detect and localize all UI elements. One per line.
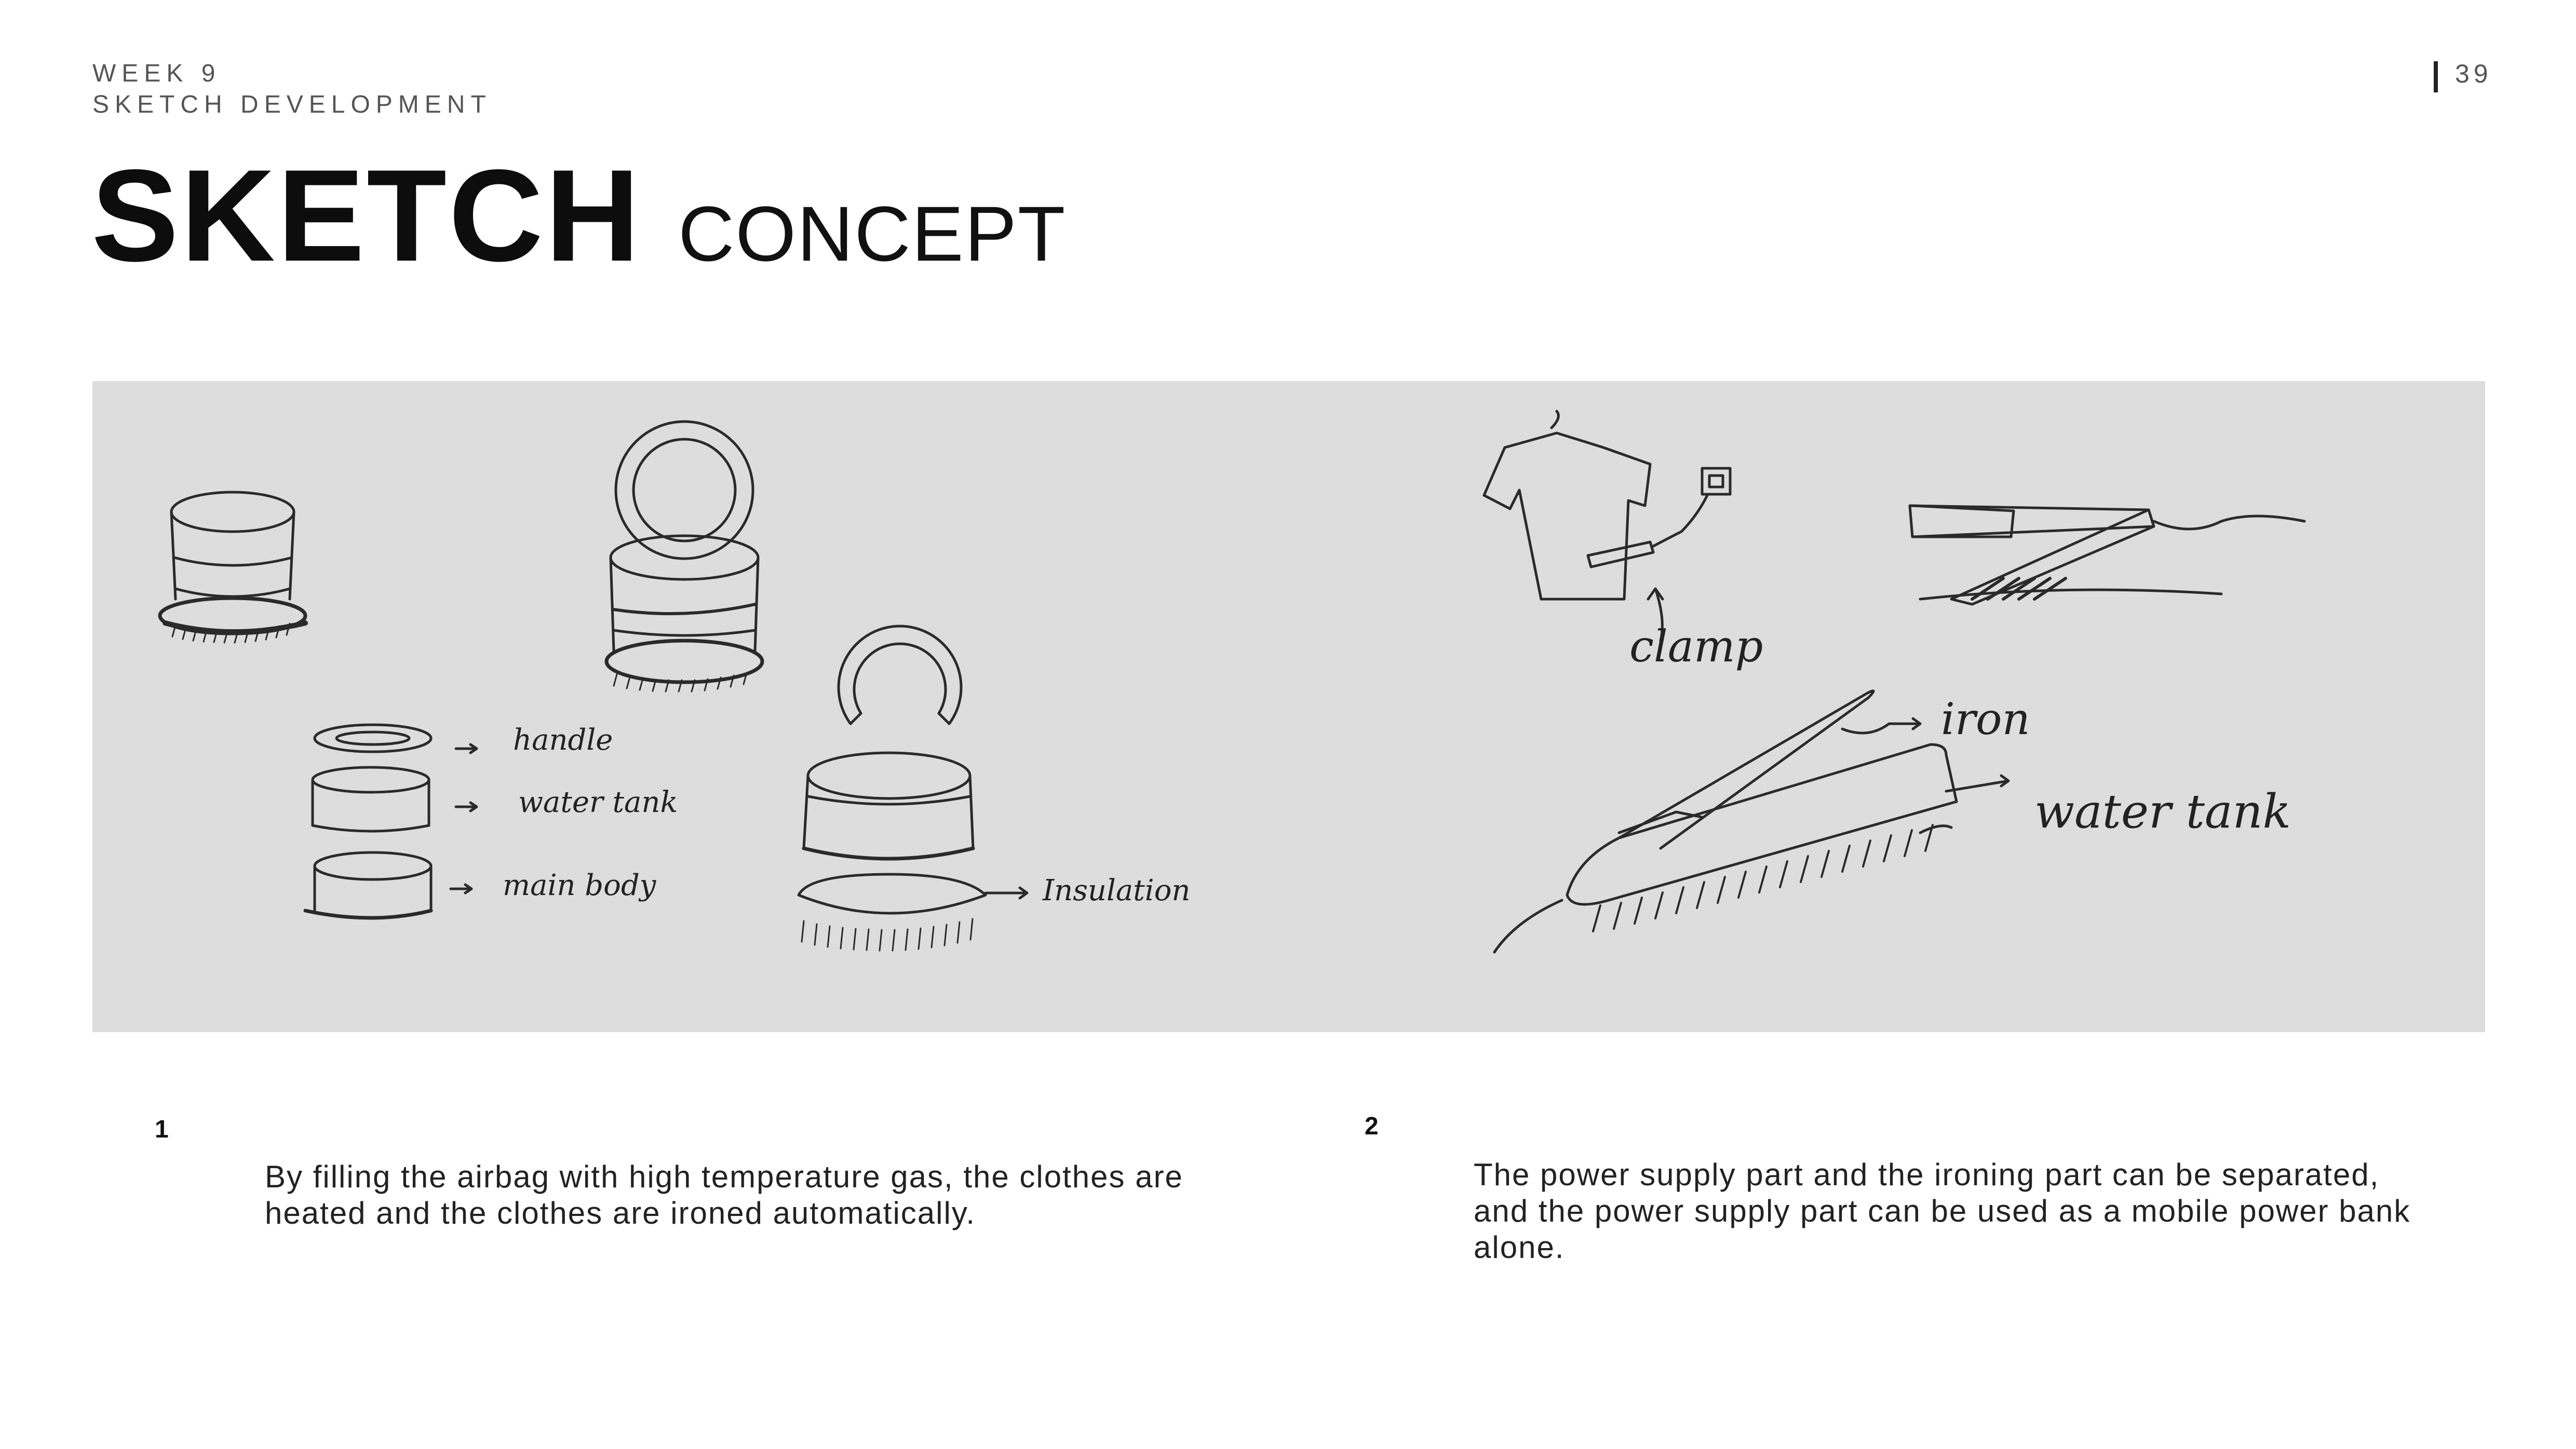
label-water-tank-left: water tank — [518, 786, 678, 819]
label-clamp: clamp — [1629, 621, 1763, 672]
page-title — [91, 143, 1067, 289]
label-water-tank-right: water tank — [2034, 784, 2291, 839]
page-number: 39 — [2455, 59, 2492, 88]
sketch-illustration — [92, 381, 2485, 1032]
concept-1-description: By filling the airbag with high temperature gas, the clothes are heated and the clothes are ironed automatically. — [265, 1159, 1183, 1230]
concept-2-number: 2 — [1365, 1113, 1379, 1140]
large-iron-sketch — [1494, 691, 2008, 952]
label-iron: iron — [1941, 694, 2030, 744]
exploded-parts-sketch — [305, 725, 477, 918]
page-title-bold: SKETCH — [91, 143, 642, 289]
label-insulation: Insulation — [1043, 874, 1191, 908]
shirt-clamp-sketch — [1484, 411, 1730, 641]
flat-iron-small-sketch — [1910, 506, 2304, 604]
concept-2-description: The power supply part and the ironing part can be separated, and the power supply part can be used as a mobile power bank alone. — [1474, 1157, 2411, 1265]
label-handle: handle — [513, 723, 613, 757]
cup-device-sketch — [160, 492, 305, 643]
page-title-light: CONCEPT — [678, 190, 1067, 277]
header-section: SKETCH DEVELOPMENT — [92, 91, 492, 118]
concept-1-number: 1 — [155, 1116, 169, 1143]
insulation-device-sketch — [799, 626, 1027, 951]
header-week: WEEK 9 — [92, 60, 221, 87]
ring-device-sketch — [606, 422, 762, 692]
label-main-body: main body — [503, 869, 656, 902]
sketch-panel — [92, 381, 2485, 1032]
page-number-divider — [2434, 61, 2438, 92]
